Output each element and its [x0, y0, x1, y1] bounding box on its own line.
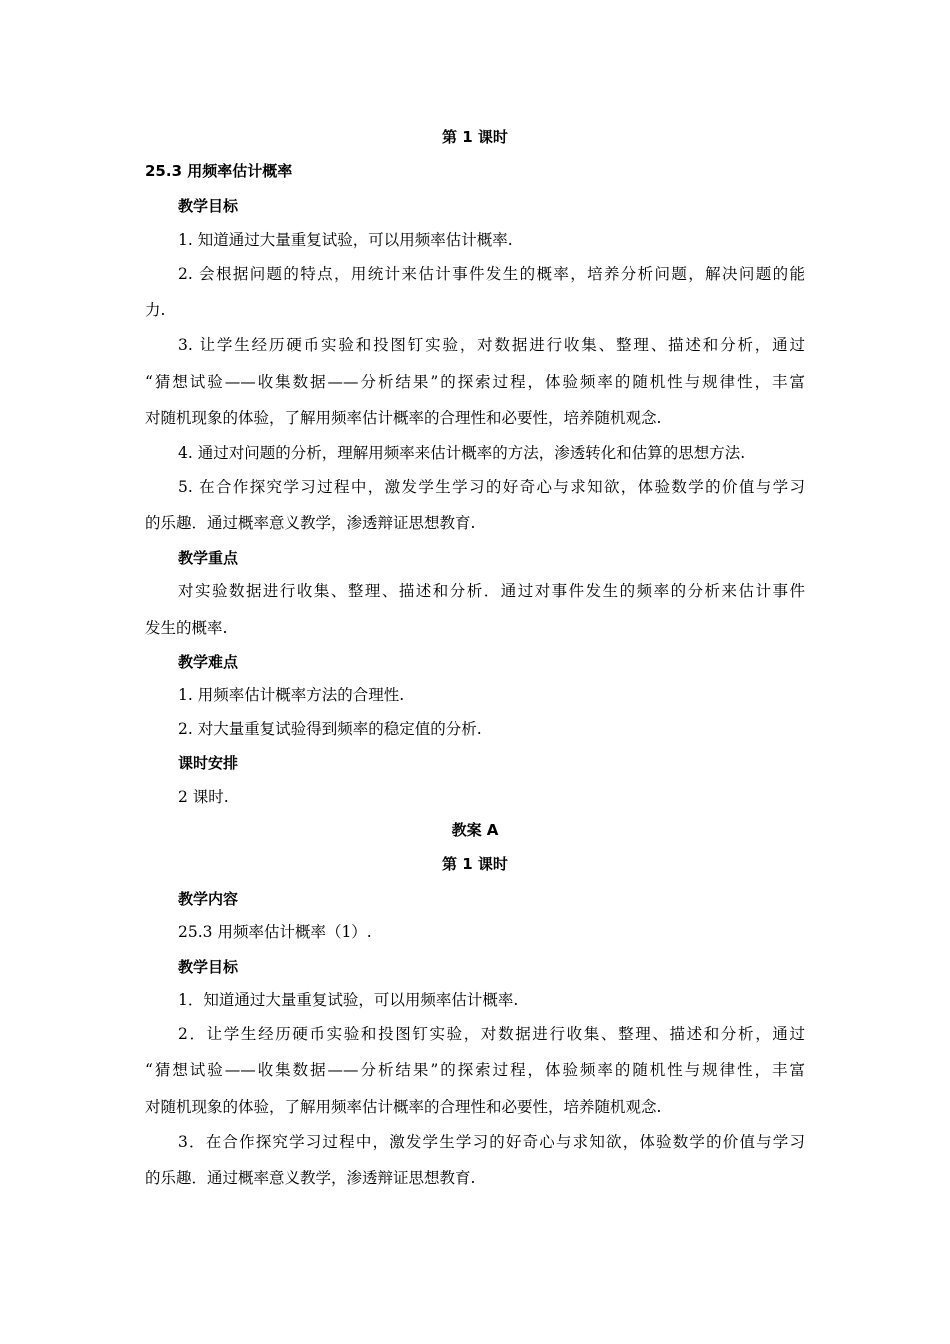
- goal-2-line-2: 力.: [145, 301, 166, 319]
- goal-4: 4. 通过对问题的分析，理解用频率来估计概率的方法，渗透转化和估算的思想方法.: [178, 444, 746, 462]
- plan-a-lesson-title: 第 1 课时: [442, 855, 508, 873]
- plan-a-goal-2-line-3: 对随机现象的体验，了解用频率估计概率的合理性和必要性，培养随机观念.: [145, 1098, 662, 1116]
- difficulties-heading: 教学难点: [178, 653, 239, 671]
- schedule-text: 2 课时.: [178, 788, 229, 806]
- content-text: 25.3 用频率估计概率（1）.: [178, 923, 372, 941]
- difficulty-1: 1. 用频率估计概率方法的合理性.: [178, 686, 405, 704]
- goal-5-line-1: 5. 在合作探究学习过程中，激发学生学习的好奇心与求知欲，体验数学的价值与学习: [178, 478, 805, 496]
- topic-title: 25.3 用频率估计概率: [145, 162, 293, 180]
- plan-a-title: 教案 A: [451, 821, 499, 839]
- key-points-line-2: 发生的概率.: [145, 619, 228, 637]
- goals-heading: 教学目标: [178, 197, 239, 215]
- plan-a-goal-3-line-2: 的乐趣．通过概率意义教学，渗透辩证思想教育.: [145, 1169, 476, 1187]
- key-points-heading: 教学重点: [178, 549, 239, 567]
- goal-1: 1. 知道通过大量重复试验，可以用频率估计概率.: [178, 231, 513, 249]
- goal-2-line-1: 2. 会根据问题的特点，用统计来估计事件发生的概率，培养分析问题，解决问题的能: [178, 265, 805, 283]
- goal-5-line-2: 的乐趣．通过概率意义教学，渗透辩证思想教育.: [145, 514, 476, 532]
- plan-a-goals-heading: 教学目标: [178, 958, 239, 976]
- key-points-line-1: 对实验数据进行收集、整理、描述和分析．通过对事件发生的频率的分析来估计事件: [178, 582, 805, 600]
- plan-a-goal-1: 1．知道通过大量重复试验，可以用频率估计概率.: [178, 991, 519, 1009]
- plan-a-goal-3-line-1: 3．在合作探究学习过程中，激发学生学习的好奇心与求知欲，体验数学的价值与学习: [178, 1133, 805, 1151]
- plan-a-goal-2-line-1: 2．让学生经历硬币实验和投图钉实验，对数据进行收集、整理、描述和分析，通过: [178, 1025, 805, 1043]
- plan-a-goal-2-line-2: “猜想试验——收集数据——分析结果”的探索过程，体验频率的随机性与规律性，丰富: [145, 1061, 805, 1079]
- content-heading: 教学内容: [178, 890, 239, 908]
- difficulty-2: 2. 对大量重复试验得到频率的稳定值的分析.: [178, 720, 482, 738]
- goal-3-line-3: 对随机现象的体验，了解用频率估计概率的合理性和必要性，培养随机观念.: [145, 409, 662, 427]
- schedule-heading: 课时安排: [178, 754, 239, 772]
- goal-3-line-2: “猜想试验——收集数据——分析结果”的探索过程，体验频率的随机性与规律性，丰富: [145, 373, 805, 391]
- goal-3-line-1: 3. 让学生经历硬币实验和投图钉实验，对数据进行收集、整理、描述和分析，通过: [178, 336, 805, 354]
- lesson-title: 第 1 课时: [442, 128, 508, 146]
